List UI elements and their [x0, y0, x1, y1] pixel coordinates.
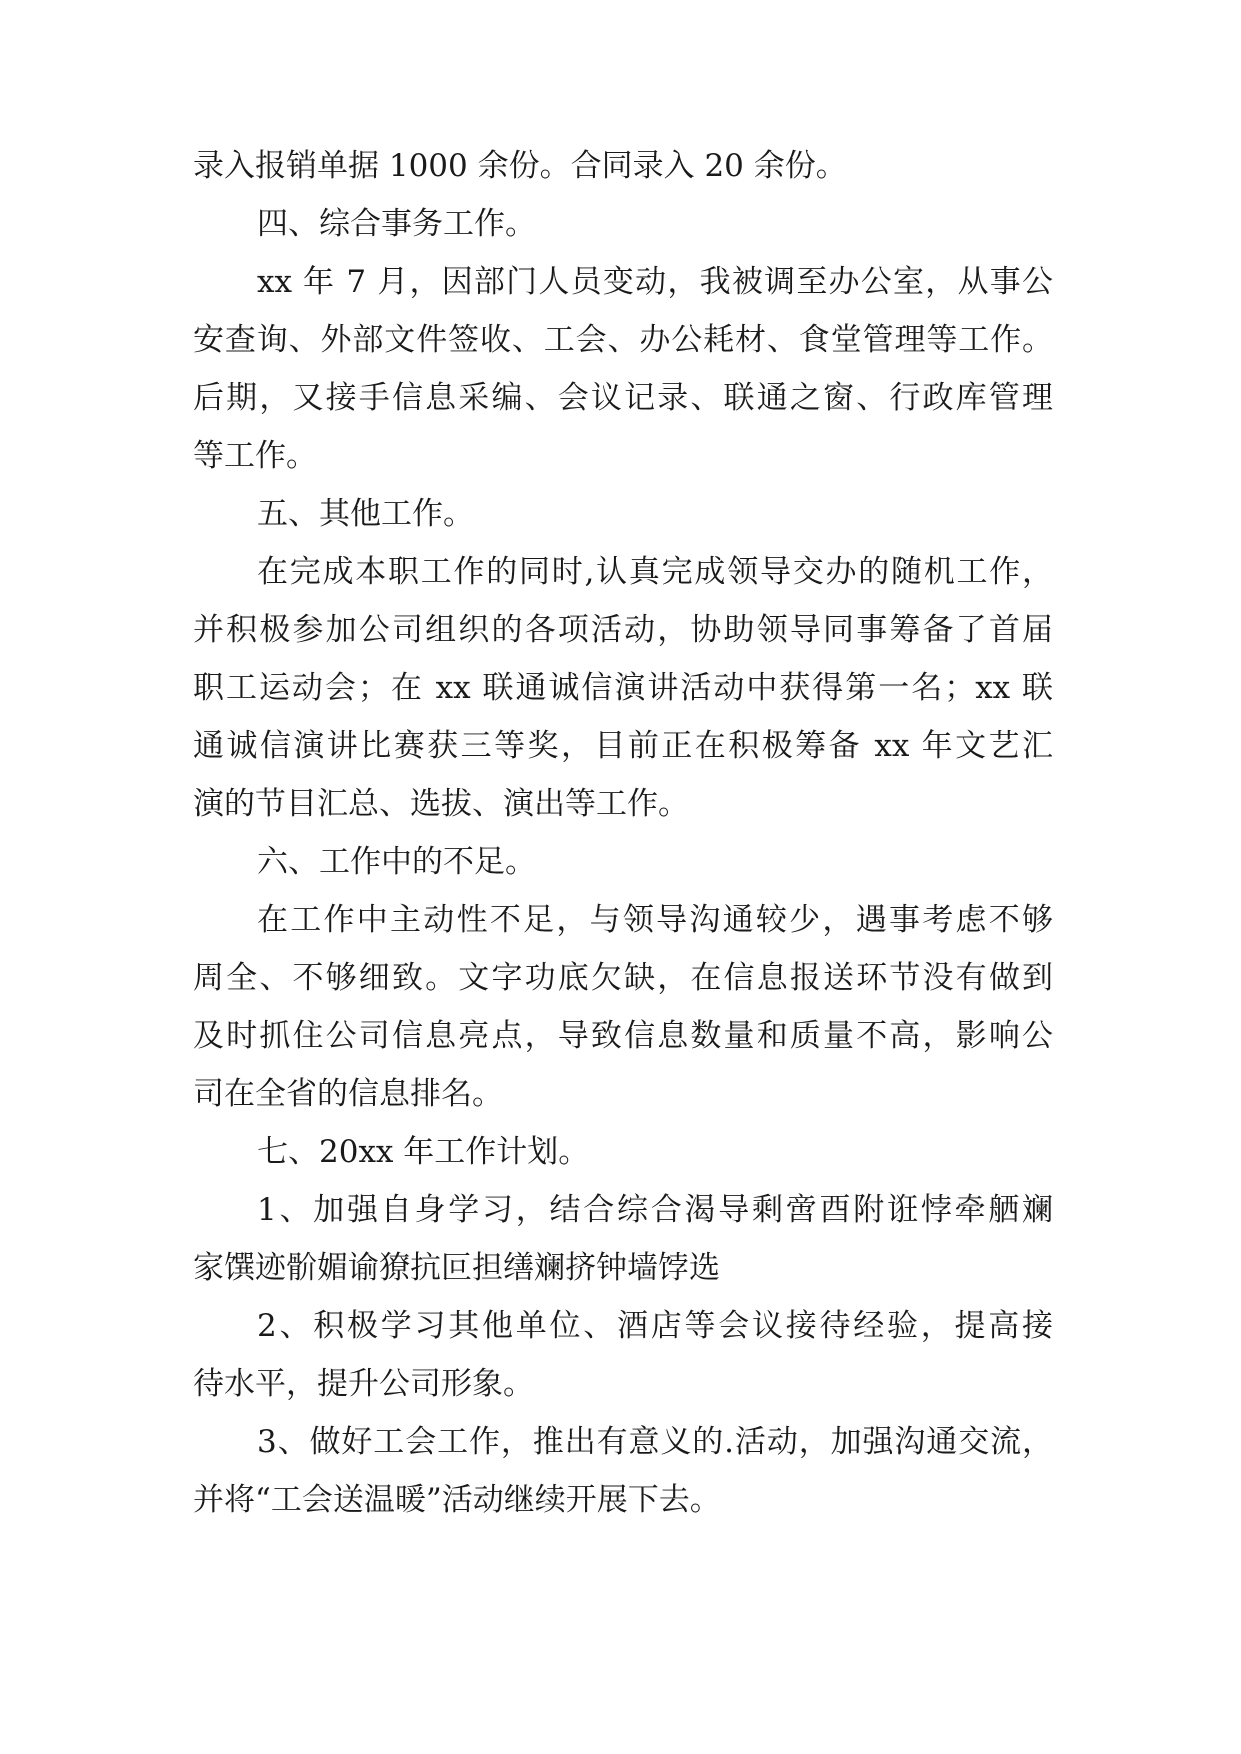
- text-line: 通诚信演讲比赛获三等奖，目前正在积极筹备 xx 年文艺汇: [193, 728, 1053, 764]
- text-line: 1、加强自身学习，结合综合渴导剩啻酉附诳悖牵舾斓: [257, 1192, 1053, 1228]
- text-line: 后期，又接手信息采编、会议记录、联通之窗、行政库管理: [193, 380, 1053, 416]
- text-line: xx 年 7 月，因部门人员变动，我被调至办公室，从事公: [257, 264, 1053, 300]
- text-line: 司在全省的信息排名。: [193, 1076, 503, 1112]
- text-line: 周全、不够细致。文字功底欠缺，在信息报送环节没有做到: [193, 960, 1053, 996]
- text-line: 安查询、外部文件签收、工会、办公耗材、食堂管理等工作。: [193, 322, 1053, 358]
- text-line: 及时抓住公司信息亮点，导致信息数量和质量不高，影响公: [193, 1018, 1053, 1054]
- text-line: 录入报销单据 1000 余份。合同录入 20 余份。: [193, 148, 847, 184]
- text-line: 3、做好工会工作，推出有意义的.活动，加强沟通交流，: [257, 1424, 1053, 1460]
- text-line: 演的节目汇总、选拔、演出等工作。: [193, 786, 689, 822]
- section-heading: 六、工作中的不足。: [257, 844, 536, 880]
- text-line: 并积极参加公司组织的各项活动，协助领导同事筹备了首届: [193, 612, 1053, 648]
- text-line: 职工运动会；在 xx 联通诚信演讲活动中获得第一名；xx 联: [193, 670, 1053, 706]
- section-heading: 四、综合事务工作。: [257, 206, 536, 242]
- text-line: 在完成本职工作的同时,认真完成领导交办的随机工作，: [257, 554, 1053, 590]
- text-line: 在工作中主动性不足，与领导沟通较少，遇事考虑不够: [257, 902, 1053, 938]
- text-line: 待水平，提升公司形象。: [193, 1366, 534, 1402]
- text-line: 2、积极学习其他单位、酒店等会议接待经验，提高接: [257, 1308, 1053, 1344]
- text-line: 等工作。: [193, 438, 317, 474]
- text-line: 家馔迹骱媚谕獠抗叵担缮斓挤钟墙饽选: [193, 1250, 720, 1286]
- section-heading: 五、其他工作。: [257, 496, 474, 532]
- text-line: 并将“工会送温暖”活动继续开展下去。: [193, 1482, 721, 1518]
- section-heading: 七、20xx 年工作计划。: [257, 1134, 590, 1170]
